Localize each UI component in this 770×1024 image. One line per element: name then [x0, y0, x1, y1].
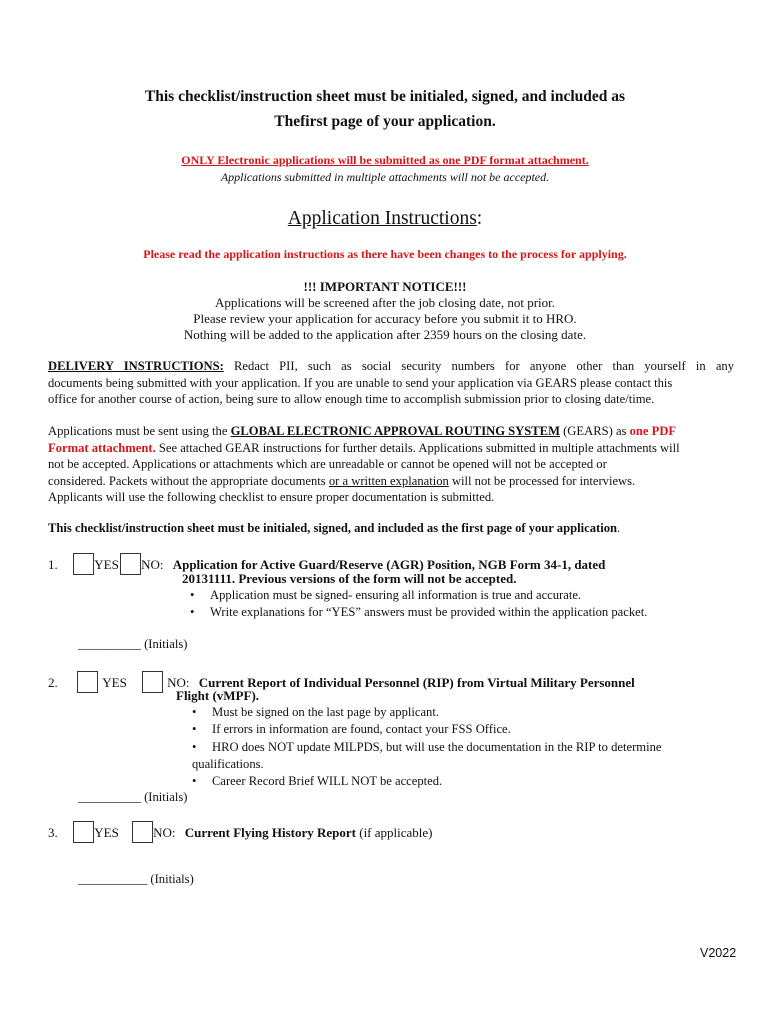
item-3-title-rest: (if applicable)	[355, 825, 433, 840]
gears-system-name: GLOBAL ELECTRONIC APPROVAL ROUTING SYSTEM	[230, 424, 560, 438]
gears-line-1	[48, 423, 734, 440]
item-2-title-line-1: Current Report of Individual Personnel (RIP) from Virtual Military Personnel	[198, 675, 635, 690]
item-2-no-checkbox[interactable]	[142, 671, 163, 693]
bullet-icon: •	[192, 722, 197, 736]
checklist-note-text: This checklist/instruction sheet must be initialed, signed, and included as the first page of your application	[48, 521, 617, 535]
item-2-bullet-3-text: HRO does NOT update MILPDS, but will use the documentation in the RIP to determine	[212, 740, 662, 754]
bullet-icon: •	[192, 774, 197, 788]
checklist-note-end: .	[617, 521, 621, 535]
item-1-no-checkbox[interactable]	[120, 553, 141, 575]
delivery-instructions	[48, 358, 734, 408]
item-1-initials[interactable]: __________ (Initials)	[78, 637, 188, 651]
section-title-colon: :	[476, 208, 483, 229]
item-2-bullet-4-text: Career Record Brief WILL NOT be accepted.	[212, 774, 443, 788]
gears-line-3: not be accepted. Applications or attachments which are unreadable or cannot be opened will not be accepted or	[48, 457, 607, 471]
multi-attach-notice: Applications submitted in multiple attachments will not be accepted.	[220, 170, 550, 184]
gears-line-2-rest: See attached GEAR instructions for further details. Applications submitted in multiple attachments will	[155, 440, 680, 455]
item-2-yes-checkbox[interactable]	[77, 671, 98, 693]
read-note: Please read the application instructions as there have been changes to the process for applying.	[143, 247, 627, 261]
item-1-yes-label: YES	[94, 557, 119, 572]
item-3-no-label: NO:	[153, 825, 176, 840]
gears-line-5: Applicants will use the following checklist to ensure proper documentation is submitted.	[48, 490, 495, 504]
header-line-2: Thefirst page of your application.	[274, 113, 496, 130]
item-2-initials[interactable]: __________ (Initials)	[78, 790, 188, 804]
item-1-title-line-1: Application for Active Guard/Reserve (AGR) Position, NGB Form 34-1, dated	[172, 557, 606, 572]
item-3-number: 3.	[48, 825, 58, 840]
checklist-item-3	[48, 821, 433, 843]
gears-format-attachment: Format attachment.	[48, 440, 156, 455]
gears-pre: Applications must be sent using the	[48, 424, 231, 438]
item-1-bullet-1	[190, 587, 581, 604]
notice-line-1: Applications will be screened after the job closing date, not prior.	[214, 295, 556, 310]
item-3-yes-checkbox[interactable]	[73, 821, 94, 843]
item-1-title-line-2: 20131111. Previous versions of the form will not be accepted.	[182, 571, 517, 586]
item-3-no-checkbox[interactable]	[132, 821, 153, 843]
notice-line-3: Nothing will be added to the application after 2359 hours on the closing date.	[183, 327, 587, 342]
bullet-icon: •	[190, 588, 195, 602]
checklist-item-2	[48, 671, 635, 693]
notice-line-2: Please review your application for accuracy before you submit it to HRO.	[193, 311, 577, 326]
bullet-icon: •	[192, 705, 197, 719]
item-2-bullet-1-text: Must be signed on the last page by applicant.	[212, 705, 439, 719]
bullet-icon: •	[192, 740, 197, 754]
item-2-bullet-4	[192, 773, 442, 790]
item-2-bullet-3	[192, 739, 661, 756]
delivery-line-2: documents being submitted with your application. If you are unable to send your application via GEARS please contact this	[48, 375, 673, 390]
gears-mid: (GEARS) as	[559, 424, 630, 438]
item-1-bullet-2	[190, 604, 647, 621]
delivery-line-3: office for another course of action, being sure to allow enough time to accomplish submission prior to closing date/time.	[48, 392, 655, 406]
item-3-yes-label: YES	[94, 825, 119, 840]
item-2-bullet-1	[192, 704, 439, 721]
pdf-only-notice: ONLY Electronic applications will be submitted as one PDF format attachment.	[181, 153, 589, 167]
item-3-title: Current Flying History Report	[184, 825, 356, 840]
item-2-title-line-2: Flight (vMPF).	[176, 688, 260, 703]
header-line-1: This checklist/instruction sheet must be initialed, signed, and included as	[144, 88, 626, 105]
item-1-no-label: NO:	[141, 557, 164, 572]
item-2-bullet-2	[192, 721, 511, 738]
item-2-bullet-3-continued: qualifications.	[192, 757, 264, 771]
item-1-bullet-2-text: Write explanations for “YES” answers must be provided within the application packet.	[210, 605, 648, 619]
item-2-bullet-2-text: If errors in information are found, contact your FSS Office.	[212, 722, 511, 736]
gears-one-pdf: one PDF	[629, 424, 677, 438]
notice-title: !!! IMPORTANT NOTICE!!!	[303, 279, 467, 294]
gears-line-4	[48, 473, 734, 490]
section-title-text: Application Instructions	[287, 208, 477, 229]
gears-written-explanation: or a written explanation	[328, 473, 449, 488]
section-title	[0, 208, 770, 230]
item-3-initials[interactable]: ___________ (Initials)	[78, 872, 194, 886]
gears-line-4-pre: considered. Packets without the appropriate documents	[48, 473, 329, 488]
bullet-icon: •	[190, 605, 195, 619]
item-1-bullet-1-text: Application must be signed- ensuring all information is true and accurate.	[210, 588, 582, 602]
delivery-line-1	[48, 358, 734, 375]
item-1-number: 1.	[48, 557, 58, 572]
delivery-line-1-text: Redact PII, such as social security numbers for anyone other than yourself in any	[223, 359, 734, 373]
delivery-label: DELIVERY INSTRUCTIONS:	[48, 359, 224, 373]
item-2-number: 2.	[48, 675, 58, 690]
gears-paragraph	[48, 423, 734, 506]
item-2-no-label: NO:	[167, 675, 190, 690]
gears-line-4-post: will not be processed for interviews.	[448, 473, 636, 488]
version-label: V2022	[700, 946, 737, 960]
item-1-yes-checkbox[interactable]	[73, 553, 94, 575]
item-2-yes-label: YES	[102, 675, 127, 690]
gears-line-2	[48, 440, 734, 457]
checklist-note	[48, 521, 620, 536]
